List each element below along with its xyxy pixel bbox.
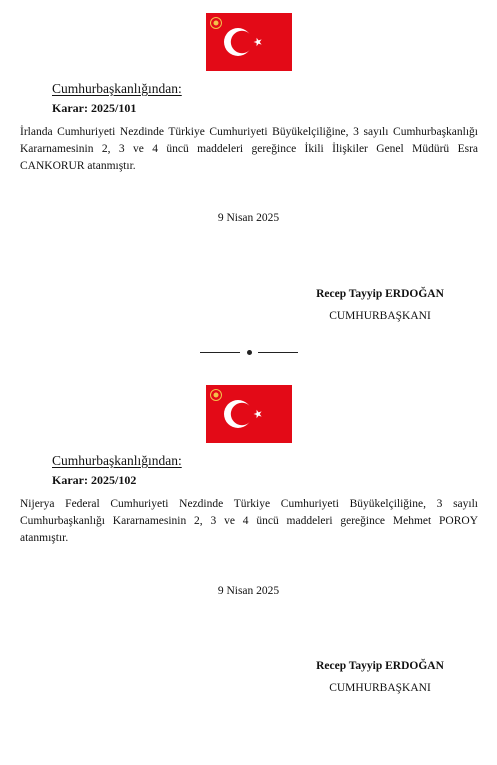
signer-name: Recep Tayyip ERDOĞAN: [316, 288, 444, 300]
signer-name: Recep Tayyip ERDOĞAN: [316, 660, 444, 672]
separator-dot: [247, 350, 252, 355]
issuer-heading: Cumhurbaşkanlığından:: [52, 453, 182, 468]
decree-body: İrlanda Cumhuriyeti Nezdinde Türkiye Cumhuriyeti Büyükelçiliğine, 3 sayılı Cumhurbaşkanlığı Kararnamesinin 2, 3 ve 4 üncü maddeleri gereğince İkili İlişkiler Genel Müdürü Esra CANKORUR atanmıştır.: [20, 126, 478, 172]
decree-date: 9 Nisan 2025: [217, 212, 280, 224]
bullet-separator: [200, 346, 298, 358]
signer-title: CUMHURBAŞKANI: [329, 682, 431, 694]
signer-title: CUMHURBAŞKANI: [329, 310, 431, 322]
separator-line-right: [258, 352, 298, 353]
decree-date: 9 Nisan 2025: [217, 585, 280, 597]
issuer-heading: Cumhurbaşkanlığından:: [52, 81, 182, 96]
decree-body: Nijerya Federal Cumhuriyeti Nezdinde Türkiye Cumhuriyeti Büyükelçiliğine, 3 sayılı Cumhurbaşkanlığı Kararnamesinin 2, 3 ve 4 üncü maddeleri gereğince Mehmet POROY atanmıştır.: [20, 498, 478, 544]
turkish-flag-icon: [206, 385, 292, 443]
decision-number: Karar: 2025/102: [52, 473, 137, 487]
separator-line-left: [200, 352, 240, 353]
turkish-flag-icon: [206, 13, 292, 71]
decision-number: Karar: 2025/101: [52, 101, 137, 115]
